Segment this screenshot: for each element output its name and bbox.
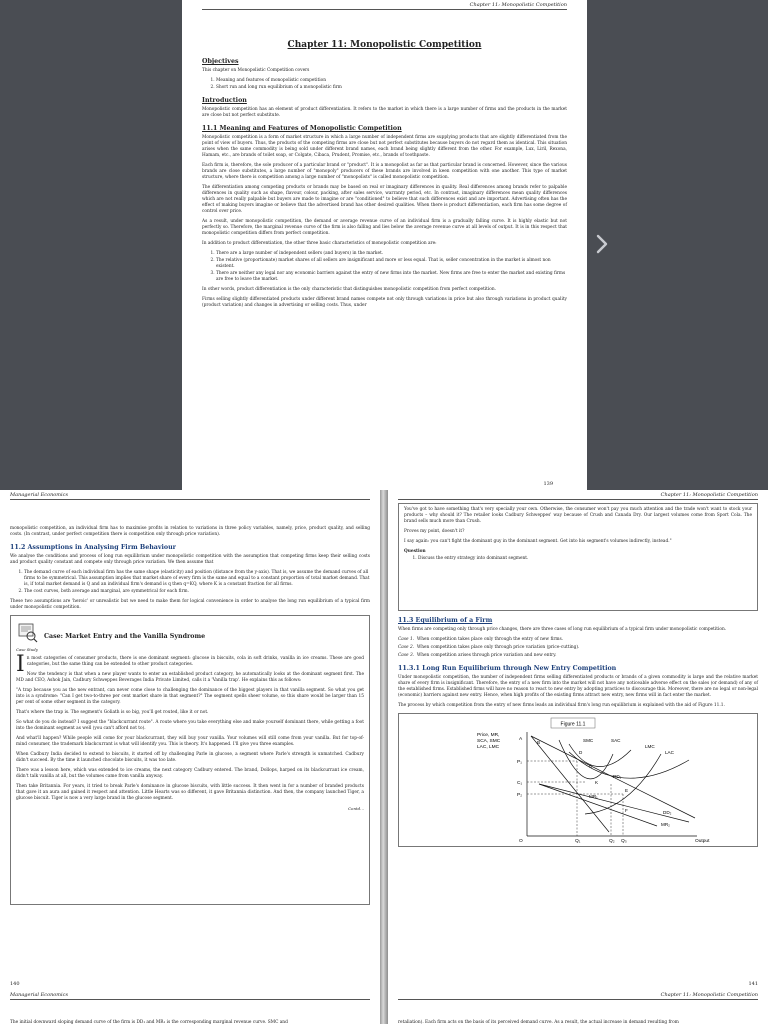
- page-number: 140: [10, 981, 20, 987]
- case-paragraph: "A trap because you as the new entrant, can never come close to challenging the dominance of the biggest players in that vanilla segment. So what you get into is a syndrome: "Can I get two-to-three per cent market share in that segment?" The segment spells sheer volume, so this share would be larger than 15 per cent of some other segment in the category.: [16, 688, 364, 705]
- cases-list: [398, 637, 758, 659]
- objective-item: 2. Short run and long run equilibrium of a monopolistic firm: [216, 85, 567, 91]
- curve-label: LAC: [665, 750, 674, 755]
- case-item: [398, 637, 758, 643]
- objectives-heading: Objectives: [202, 58, 239, 65]
- case-title: Case: Market Entry and the Vanilla Syndrome: [44, 633, 206, 640]
- page-141: [388, 490, 768, 990]
- characteristic-item: 1. There are a large number of independent sellers (and buyers) in the market.: [216, 251, 567, 257]
- body-paragraph: These two assumptions are 'heroic' or unrealistic but we need to make them for logical convenience in order to analyse the long run equilibrium of a typical firm under monopolistic competition.: [10, 599, 370, 610]
- question-item: 1. Discuss the entry strategy into dominant segment.: [418, 556, 752, 562]
- body-paragraph: Under monopolistic competition, the number of independent firms selling differentiated products or brands of a given commodity is large and the relative market share of every firm is insignificant. Therefore, the entry of a new firm into the market will not have any noticeable adverse effect on the sales (or demand) of any of the established firms. Established firms will have no reason to react to new entry by adopting practices to discourage this. Moreover, there are no legal or non-legal (economic) barriers against new entry. Hence, when high profits of the existing firms attract new entry, new firms will in fact enter the market.: [398, 675, 758, 698]
- section-11-3-heading: 11.3 Equilibrium of a Firm: [398, 617, 493, 624]
- case-text: n most categories of consumer products, there is one dominant segment: glucose in biscuits, cola in soft drinks, vanilla in ice creams. These are good categories, but the same thing can be extended to other product categories.: [26, 656, 364, 667]
- curve-label: DD₂: [663, 810, 672, 815]
- x-axis-label: Output: [695, 839, 710, 844]
- chevron-right-icon[interactable]: [592, 232, 612, 256]
- chapter-title: Chapter 11: Monopolistic Competition: [287, 40, 482, 50]
- case-paragraph: That's where the trap is. The segment's Goliath is so big, you'll get routed, like it or not.: [16, 710, 209, 715]
- y-axis-label: LAC, LMC: [477, 745, 500, 750]
- section-11-2-heading: 11.2 Assumptions in Analysing Firm Behaviour: [10, 544, 177, 551]
- case-text: When competition takes place only through price variation (price-cutting).: [416, 645, 580, 650]
- curve-label: F: [625, 808, 628, 813]
- curve-label: K: [595, 780, 599, 785]
- case-paragraph: Now the tendency is that when a new player wants to enter an established product category, he automatically looks at the dominant segment first. The MD and CEO, Ashok Jain, Cadbury Schweppes Beverages India Private Limited, calls it a 'Vanilla trap'. He explains this as follows:: [16, 672, 364, 683]
- case-item: [398, 653, 758, 659]
- page-number: 141: [748, 981, 758, 987]
- assumptions-list: [10, 570, 370, 595]
- case-paragraph: There was a lesson here, which was extended to ice creams, the next category Cadbury entered. The brand, Dollops, harped on its blackcurrant ice cream, didn't talk vanilla at all, but the volumes came from vanilla anyway.: [16, 768, 364, 779]
- body-paragraph: As a result, under monopolistic competition, the demand or average revenue curve of an individual firm is a gradually falling curve. It is highly elastic but not perfectly so. Therefore, the marginal revenue curve of the firm is also falling and lies below the average revenue curve at all levels of output. It is in this respect that monopolistic competition differs from perfect competition.: [202, 219, 567, 236]
- running-head: Managerial Economics: [10, 490, 370, 500]
- case-study-box: [10, 615, 370, 905]
- characteristic-item: 3. There are neither any legal nor any economic barriers against the entry of new firms into the market. New firms are free to enter the market and existing firms are free to leave the market.: [216, 271, 567, 283]
- y-tick-label: P₂: [517, 793, 523, 798]
- x-tick-label: Q₂: [609, 839, 615, 844]
- case-study-badge: [16, 621, 38, 652]
- curve-label: SAC: [611, 738, 621, 743]
- curve-label: B: [537, 740, 541, 745]
- introduction-heading: Introduction: [202, 97, 247, 104]
- case-label: Case 3.: [398, 653, 415, 658]
- curve-label: D: [579, 750, 583, 755]
- running-head: Chapter 11: Monopolistic Competition: [398, 490, 758, 500]
- origin-label: O: [519, 839, 523, 844]
- figure-diagram: [399, 714, 757, 846]
- curve-label: E: [625, 788, 629, 793]
- y-tick-label: C₁: [517, 781, 523, 786]
- case-paragraph: Then take Britannia. For years, it tried to break Parle's dominance in glucose biscuits, with little success. It then went in for a number of branded products that gave it an aura and gained it respect and attention. Little Hearts was so different, it gave Britannia distinction. And then, the company launched Tiger, a glucose biscuit. Tiger is now a very large brand in the glucose segment.: [16, 784, 364, 801]
- drop-cap: I: [16, 652, 25, 677]
- body-paragraph: The initial downward sloping demand curve of the firm is DD₁ and MR₁ is the corresponding marginal revenue curve. SMC and: [10, 1020, 288, 1024]
- subsection-11-3-1-heading: 11.3.1 Long Run Equilibrium through New Entry Competition: [398, 665, 617, 672]
- y-axis-label: SCA, SMC: [477, 739, 501, 744]
- guide-lines: [527, 761, 623, 836]
- curve-label: DD₁: [613, 774, 622, 779]
- next-page-right: [388, 990, 768, 1024]
- next-page-left: [0, 990, 380, 1024]
- section-11-1-heading: 11.1 Meaning and Features of Monopolistic Competition: [202, 125, 402, 132]
- questions-list: [404, 556, 752, 562]
- book-gutter: [380, 490, 388, 1024]
- curve-label: C: [589, 764, 593, 769]
- curve-labels: [537, 738, 675, 827]
- curve-label: MR₂: [661, 822, 670, 827]
- x-tick-label: Q₁: [575, 839, 581, 844]
- body-paragraph: In addition to product differentiation, the other three basic characteristics of monopolistic competition are:: [202, 241, 437, 246]
- continued-marker: Contd...: [347, 806, 364, 811]
- running-head: Chapter 11: Monopolistic Competition: [398, 990, 758, 1000]
- page-number: 139: [543, 481, 553, 487]
- dd2-curve: [539, 784, 689, 822]
- case-text: When competition takes place only through the entry of new firms.: [416, 637, 564, 642]
- case-study-header: [16, 621, 364, 652]
- objective-item: 1. Meaning and features of monopolistic competition: [216, 78, 567, 84]
- body-paragraph: The process by which competition from the entry of new firms leads an individual firm's long run equilibrium is explained with the aid of Figure 11.1.: [398, 703, 725, 708]
- lac-curve: [569, 752, 689, 778]
- case-paragraph: You've got to have something that's very specially your own. Otherwise, the consumer won't pay you much attention and the trade won't want to stock your products – why should it? The retailer looks Cadbury Schweppes' way because of Crush and Canada Dry. Our largest volumes come from Sport Cola. The brand sells much more than Crush.: [404, 507, 752, 524]
- curve-label: MR₁: [589, 794, 598, 799]
- y-tick-label: P₁: [517, 760, 522, 765]
- running-head: Managerial Economics: [10, 990, 370, 1000]
- case-paragraph: So what do you do instead? I suggest the "blackcurrant route". A route where you take everything else and make yourself dominant there, while getting a foot into the dominant segment as well (you can't afford not to).: [16, 720, 364, 731]
- body-paragraph: When firms are competing only through price changes, there are three cases of long run equilibrium of a typical firm under monopolistic competition.: [398, 627, 727, 632]
- body-paragraph: Firms selling slightly differentiated products under different brand names compete not only through variations in price but also through variations in product quality (product variation) and changes in advertising or selling costs. Thus, under: [202, 297, 567, 308]
- case-study-icon: [16, 621, 38, 643]
- body-paragraph: In other words, product differentiation is the only characteristic that distinguishes monopolistic competition from perfect competition.: [202, 287, 496, 292]
- assumption-item: 1. The demand curve of each individual firm has the same shape (elasticity) and position (distance from the y-axis). That is, we assume the demand curves of all firms to be symmetrical. This assumption implies that market share of every firm is the same and equal to a constant proportion of total market demand. That is, if total market demand is Q and an individual firm's demand is q then q=KQ, where K is a constant fraction for all firms.: [24, 570, 370, 588]
- x-tick-label: Q₃: [621, 839, 627, 844]
- y-tick-label: A: [519, 737, 523, 742]
- case-label: Case 2.: [398, 645, 415, 650]
- question-label: Question: [404, 549, 426, 554]
- sac-curve: [569, 744, 631, 767]
- running-head: Chapter 11: Monopolistic Competition: [202, 0, 567, 10]
- curve-label: SMC: [583, 738, 594, 743]
- figure-11-1: [398, 713, 758, 847]
- body-paragraph: monopolistic competition, an individual firm has to maximise profits in relation to variations in three policy variables, namely, price, product quality, and selling costs. (In contrast, under perfect competition there is competition only through price variation).: [10, 526, 370, 537]
- objectives-intro: This chapter on Monopolistic Competition covers: [202, 68, 310, 73]
- case-text: When competition arises through price variation and new entry.: [416, 653, 557, 658]
- body-paragraph: retaliation). Each firm acts on the basis of its perceived demand curve. As a result, the actual increase in demand resulting from: [398, 1020, 679, 1024]
- body-paragraph: We analyse the conditions and process of long run equilibrium under monopolistic competition with the assumption that competing firms keep their selling costs and product quality constant and compete only through price variation. We then assume that: [10, 554, 370, 565]
- introduction-text: Monopolistic competition has an element of product differentiation. It refers to the market in which there is a large number of firms and the products in the market are close but not perfect substitute.: [202, 107, 567, 118]
- y-axis-label: Price, MR,: [477, 733, 500, 738]
- objectives-list: [202, 78, 567, 91]
- body-paragraph: Each firm is, therefore, the sole producer of a particular brand or "product". It is a monopolist as far as that particular brand is concerned. However, since the various brands are close substitutes, a large number of "monopoly" producers of these brands are involved in keen competition with one another. This type of market structure, where there is competition among a large number of "monopolists" is called monopolistic competition.: [202, 163, 567, 180]
- curve-label: LMC: [645, 744, 655, 749]
- case-paragraph: Proves my point, doesn't it?: [404, 529, 465, 534]
- characteristic-item: 2. The relative (proportionate) market shares of all sellers are insignificant and more or less equal. That is, seller concentration in the market is almost non existent.: [216, 258, 567, 270]
- page-140: [0, 490, 380, 990]
- case-paragraph: [16, 652, 364, 677]
- case-paragraph: When Cadbury India decided to extend to biscuits, it started off by challenging Parle in glucose, a segment where Parle's strength is unmatched. Cadbury didn't succeed. By the time it launched chocolate biscuits, it was too late.: [16, 752, 364, 763]
- case-study-continued-box: [398, 503, 758, 611]
- case-label: Case 1.: [398, 637, 415, 642]
- case-study-label: Case Study: [16, 647, 38, 652]
- case-item: [398, 645, 758, 651]
- body-paragraph: The differentiation among competing products or brands may be based on real or imaginary differences in quality. Real differences among brands refer to palpable differences in quality such as shape, flavour, colour, packing, after sales service, warranty period, etc. In contrast, imaginary differences mean quality differences which are not really palpable but buyers are made to imagine or are "conditioned" to believe that such differences exist and are important. Advertising often has the effect of making buyers imagine or believe that the advertised brand has other desired qualities. When there is product differentiation, each firm has some degree of control over price.: [202, 185, 567, 214]
- body-paragraph: Monopolistic competition is a form of market structure in which a large number of independent firms are supplying products that are slightly differentiated from the point of view of buyers. Thus, the products of the competing firms are close but not perfect substitutes because buyers do not regard them as identical. This situation arises when the same commodity is being sold under different brand names, each brand being slightly different from the other. For example, Lux, Liril, Rexona, Hamam, etc., are brands of toilet soap, or Colgate, Cibaca, Prudent, Promise, etc., brands of toothpaste.: [202, 135, 567, 158]
- characteristics-list: [202, 251, 567, 283]
- case-paragraph: And what'll happen? While people will come for your blackcurrant, they will buy your vanilla. Your volumes will still come from your vanilla. But for top-of-mind consumer, the trademark blackcurrant is what will identify you. This is theory. It's happened. I'll give you three examples.: [16, 736, 364, 747]
- assumption-item: 2. The cost curves, both average and marginal, are symmetrical for each firm.: [24, 589, 370, 595]
- figure-caption: Figure 11.1: [560, 721, 586, 728]
- case-paragraph: I say again: you can't fight the dominant guy in the dominant segment. Get into his segment's volumes indirectly, instead.": [404, 539, 672, 544]
- page-139: [182, 0, 587, 490]
